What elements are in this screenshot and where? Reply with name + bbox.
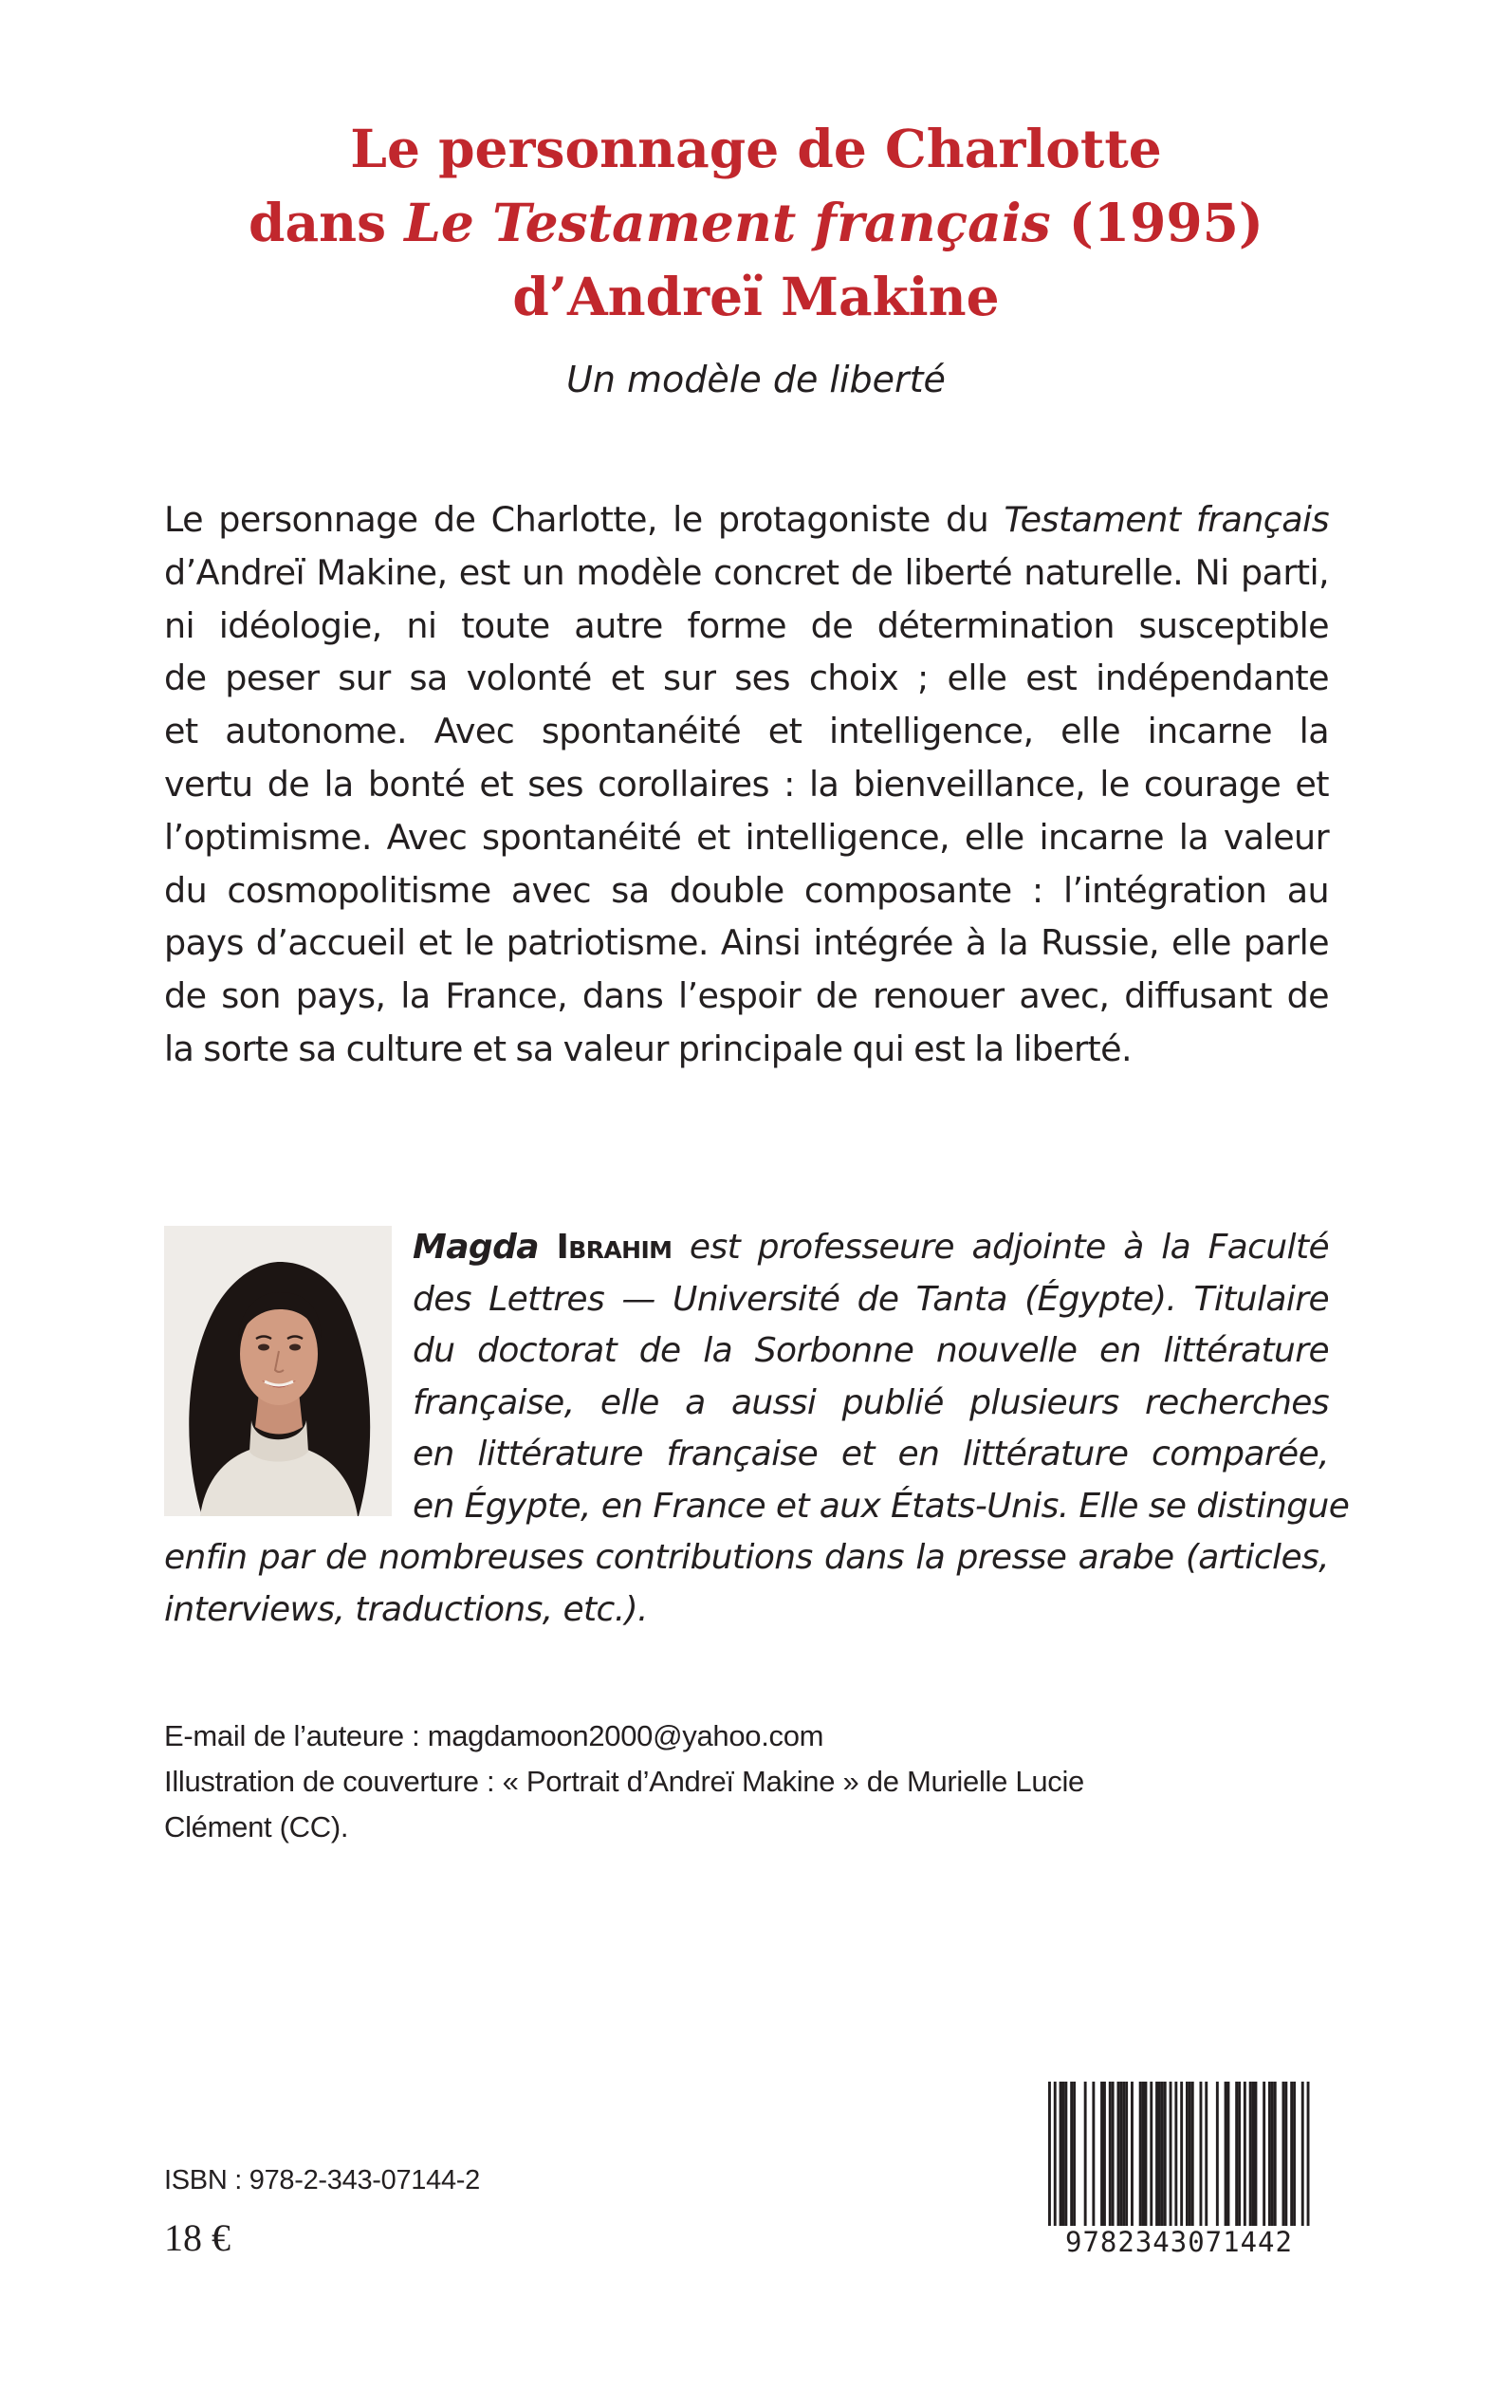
author-email-line: E-mail de l’auteure : magdamoon2000@yahoo.com (164, 1719, 824, 1752)
barcode-bar (1170, 2082, 1172, 2229)
barcode-bar (1282, 2082, 1285, 2229)
barcode-bar (1200, 2082, 1203, 2229)
credits (164, 1713, 1329, 1850)
barcode-bar (1205, 2082, 1208, 2229)
barcode-bar (1225, 2082, 1227, 2229)
barcode-bar (1131, 2082, 1134, 2229)
illustration-credit-line: Illustration de couverture : « Portrait d’Andreï Makine » de Murielle Lucie (164, 1765, 1085, 1798)
bio-line: des Lettres — Université de Tanta (Égypte). Titulaire (413, 1279, 1329, 1319)
summary-line: d’Andreï Makine, est un modèle concret de liberté naturelle. Ni parti, (164, 551, 1329, 593)
barcode-bar (1073, 2082, 1076, 2229)
summary-line: l’optimisme. Avec spontanéité et intelligence, elle incarne la valeur (164, 816, 1329, 858)
barcode-bar (1150, 2082, 1152, 2229)
barcode-bar (1145, 2082, 1148, 2229)
barcode-bar (1064, 2082, 1067, 2229)
bio-line: enfin par de nombreuses contributions dans la presse arabe (articles, (164, 1538, 1329, 1577)
author-first-name: Magda (413, 1228, 539, 1267)
bio-line: en littérature française et en littérature comparée, (413, 1435, 1329, 1473)
title-line-2 (0, 186, 1512, 260)
barcode-bar (1227, 2082, 1230, 2229)
barcode-bar (1119, 2082, 1122, 2229)
barcode-bar (1060, 2082, 1062, 2229)
title-novel-name: Le Testament français (404, 192, 1051, 253)
barcode-bar (1117, 2082, 1120, 2229)
bio-line-1-text: est professeure adjointe à la Faculté (672, 1228, 1330, 1267)
barcode-bar (1103, 2082, 1106, 2229)
summary-line: pays d’accueil et le patriotisme. Ainsi intégrée à la Russie, elle parle (164, 922, 1329, 964)
barcode-bar (1155, 2082, 1158, 2229)
summary-line: de peser sur sa volonté et sur ses choix ; elle est indépendante (164, 658, 1329, 699)
book-title (0, 112, 1512, 334)
title-line-3: d’Andreï Makine (512, 266, 1000, 327)
price-label: 18 € (164, 2216, 230, 2259)
barcode-bar (1092, 2082, 1095, 2229)
illustration-credit-line: Clément (CC). (164, 1810, 349, 1843)
summary-line-1-text: Le personnage de Charlotte, le protagoniste du (164, 499, 1005, 540)
barcode-bar (1139, 2082, 1142, 2229)
barcode-bar (1271, 2082, 1274, 2229)
isbn-label: ISBN : 978-2-343-07144-2 (164, 2165, 480, 2195)
barcode-bar (1216, 2082, 1219, 2229)
barcode-bar (1070, 2082, 1073, 2229)
summary-line: de son pays, la France, dans l’espoir de renouer avec, diffusant de (164, 975, 1329, 1017)
barcode-bar (1062, 2082, 1065, 2229)
summary-novel-name: Testament français (1004, 499, 1329, 540)
summary-line: du cosmopolitisme avec sa double composante : l’intégration au (164, 869, 1329, 911)
book-subtitle: Un modèle de liberté (566, 359, 946, 400)
barcode-bar (1249, 2082, 1252, 2229)
barcode-bar (1268, 2082, 1271, 2229)
summary-line: et autonome. Avec spontanéité et intelligence, elle incarne la (164, 711, 1329, 752)
summary-line (164, 493, 1329, 546)
barcode (1037, 2074, 1321, 2273)
barcode-bar (1263, 2082, 1265, 2229)
barcode-bar (1189, 2082, 1191, 2229)
bio-line: interviews, traductions, etc.). (164, 1589, 648, 1629)
barcode-bar (1100, 2082, 1103, 2229)
bio-line: du doctorat de la Sorbonne nouvelle en littérature (413, 1331, 1329, 1370)
barcode-bar (1274, 2082, 1277, 2229)
barcode-bar (1142, 2082, 1145, 2229)
barcode-bar (1255, 2082, 1258, 2229)
bio-line (164, 1222, 1329, 1274)
author-last-name: Ibrahim (556, 1228, 673, 1267)
title-line-1: Le personnage de Charlotte (350, 118, 1162, 179)
author-bio (164, 1222, 1350, 1636)
barcode-bar (1238, 2082, 1241, 2229)
barcode-number: 9782343071442 (1037, 2226, 1321, 2258)
title-line-2-prefix: dans (249, 192, 405, 253)
summary-line: la sorte sa culture et sa valeur principale qui est la liberté. (164, 1028, 1132, 1069)
barcode-bar (1125, 2082, 1128, 2229)
barcode-bar (1290, 2082, 1293, 2229)
barcode-bar (1161, 2082, 1164, 2229)
barcode-bar (1252, 2082, 1255, 2229)
barcode-bar (1284, 2082, 1287, 2229)
barcode-bar (1109, 2082, 1112, 2229)
barcode-bar (1084, 2082, 1087, 2229)
barcode-bar (1244, 2082, 1246, 2229)
barcode-bar (1122, 2082, 1125, 2229)
summary-line: vertu de la bonté et ses corollaires : la bienveillance, le courage et (164, 763, 1329, 805)
barcode-bar (1158, 2082, 1161, 2229)
summary-paragraph (164, 493, 1329, 1076)
bio-line: française, elle a aussi publié plusieurs recherches (413, 1382, 1329, 1422)
title-line-2-suffix: (1995) (1050, 192, 1263, 253)
barcode-bar (1164, 2082, 1167, 2229)
summary-line: ni idéologie, ni toute autre forme de détermination susceptible (164, 604, 1329, 646)
bio-line: en Égypte, en France et aux États-Unis. Elle se distingue (413, 1486, 1350, 1526)
barcode-bar (1186, 2082, 1189, 2229)
barcode-bar (1191, 2082, 1194, 2229)
barcode-bar (1235, 2082, 1238, 2229)
barcode-bar (1293, 2082, 1296, 2229)
barcode-bar (1112, 2082, 1115, 2229)
